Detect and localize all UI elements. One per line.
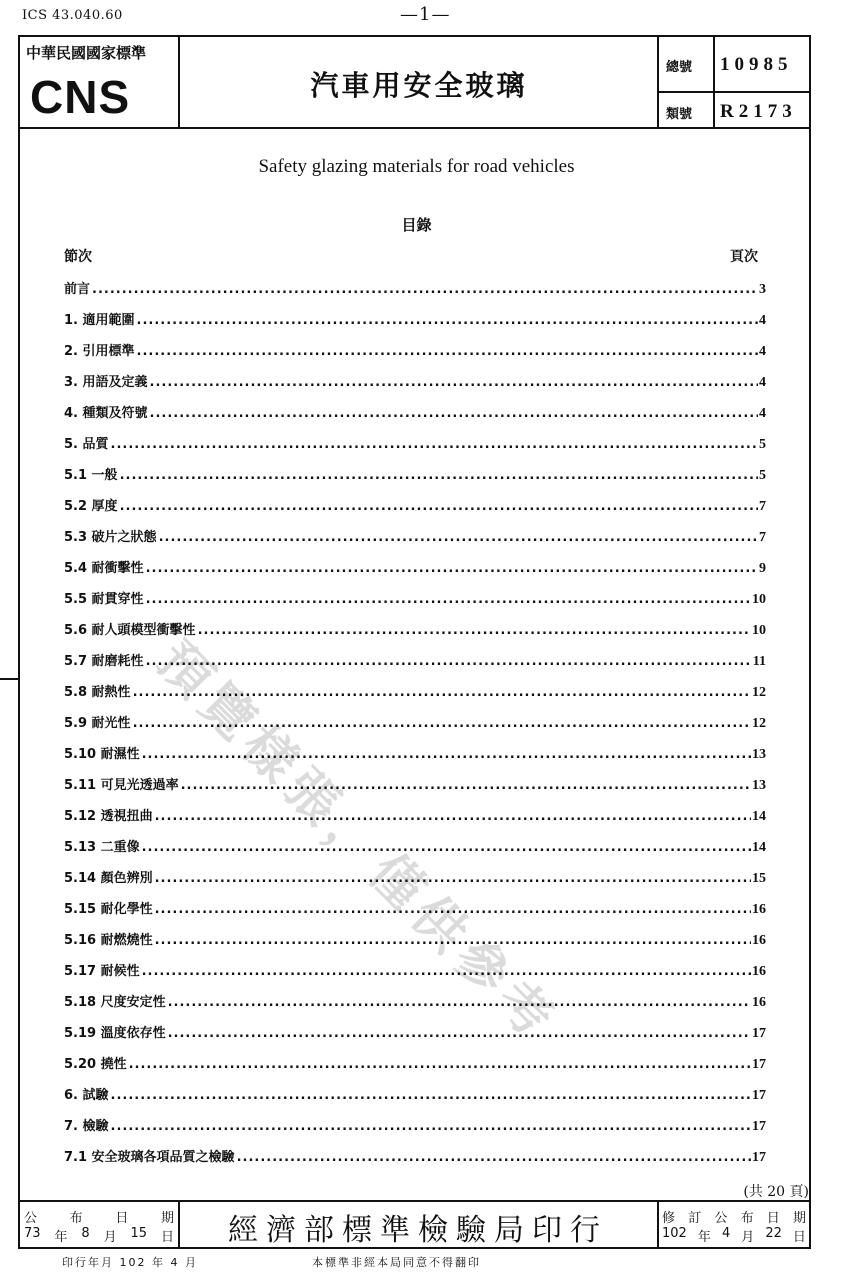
toc-section-header: 節次 (64, 249, 92, 265)
toc-entry-title: 6. 試驗 (64, 1088, 109, 1103)
toc-entry-title: 5. 品質 (64, 437, 109, 452)
toc-leader-dots (137, 313, 758, 328)
toc-entry-title: 5.10 耐濕性 (64, 747, 140, 762)
toc-entry-title: 5.15 耐化學性 (64, 902, 153, 917)
toc-entry-page: 3 (759, 282, 766, 297)
total-pages: (共 20 頁) (743, 1184, 809, 1200)
publish-label-char: 布 (69, 1211, 83, 1226)
toc-entry-page: 5 (759, 468, 766, 483)
toc-entry (64, 495, 766, 526)
revise-date-part: 4 (721, 1226, 731, 1241)
header-divider-mid (657, 91, 811, 93)
toc-entry-page: 17 (752, 1026, 766, 1041)
toc-entry (64, 340, 766, 371)
cns-logo: CNS (30, 71, 131, 123)
toc-leader-dots (237, 1150, 751, 1165)
toc-entry-page: 17 (752, 1057, 766, 1072)
toc-entry (64, 960, 766, 991)
toc-entry-page: 11 (752, 654, 766, 669)
toc-entry (64, 1053, 766, 1084)
toc-leader-dots (92, 282, 758, 297)
toc-entry-title: 2. 引用標準 (64, 344, 135, 359)
national-standard-label: 中華民國國家標準 (26, 44, 147, 62)
class-number-label: 類號 (666, 107, 693, 122)
toc-entry (64, 805, 766, 836)
revise-date-part: 102 (662, 1226, 687, 1241)
toc-entry-page: 10 (752, 623, 766, 638)
publish-date-part: 月 (103, 1230, 117, 1245)
revise-label-char: 公 (714, 1211, 728, 1226)
toc-entry (64, 1022, 766, 1053)
toc-entry-page: 16 (752, 964, 766, 979)
revise-date (662, 1226, 806, 1245)
toc-entry-title: 5.3 破片之狀態 (64, 530, 157, 545)
class-number-value: R2173 (720, 101, 797, 122)
footer-top-line (18, 1200, 811, 1202)
toc-entry-page: 9 (759, 561, 766, 576)
revise-date-label (662, 1207, 806, 1226)
total-number-value: 10985 (720, 54, 793, 75)
margin-tick (0, 678, 18, 680)
toc-entry-page: 7 (759, 530, 766, 545)
toc-heading: 目錄 (401, 216, 432, 234)
toc-entry-title: 3. 用語及定義 (64, 375, 148, 390)
publish-date-label (24, 1207, 174, 1226)
toc-leader-dots (146, 561, 758, 576)
publish-label-char: 公 (24, 1211, 38, 1226)
toc-entry (64, 743, 766, 774)
toc-entry-title: 5.8 耐熱性 (64, 685, 131, 700)
toc-leader-dots (146, 592, 751, 607)
toc-entry-title: 5.20 撓性 (64, 1057, 127, 1072)
toc-entry-page: 4 (759, 406, 766, 421)
toc-entry-page: 13 (752, 778, 766, 793)
toc-entry (64, 464, 766, 495)
toc-entry-title: 5.19 溫度依存性 (64, 1026, 166, 1041)
publish-date-part: 73 (24, 1226, 41, 1241)
toc-entry (64, 774, 766, 805)
toc-leader-dots (155, 809, 751, 824)
toc-leader-dots (120, 468, 758, 483)
toc-leader-dots (129, 1057, 751, 1072)
revise-date-part: 年 (697, 1230, 711, 1245)
toc-entry-title: 5.17 耐候性 (64, 964, 140, 979)
toc-entry-page: 17 (752, 1150, 766, 1165)
publish-label-char: 期 (160, 1211, 174, 1226)
english-title: Safety glazing materials for road vehicles (258, 156, 575, 177)
toc-entry-page: 12 (752, 716, 766, 731)
toc-entry-page: 12 (752, 685, 766, 700)
toc-entry (64, 1115, 766, 1146)
header-divider-label (713, 35, 715, 128)
toc-entry-title: 5.9 耐光性 (64, 716, 131, 731)
page-marker: —1— (400, 4, 451, 25)
table-of-contents (64, 278, 766, 1177)
toc-entry-title: 5.6 耐人頭模型衝擊性 (64, 623, 196, 638)
revise-label-char: 日 (766, 1211, 780, 1226)
toc-entry-page: 10 (752, 592, 766, 607)
toc-leader-dots (111, 1119, 751, 1134)
toc-entry-title: 5.1 一般 (64, 468, 118, 483)
toc-entry (64, 278, 766, 309)
toc-entry-title: 5.16 耐燃燒性 (64, 933, 153, 948)
revise-label-char: 布 (740, 1211, 754, 1226)
toc-leader-dots (159, 530, 758, 545)
print-date: 印行年月 102 年 4 月 (62, 1256, 198, 1269)
toc-entry-page: 4 (759, 344, 766, 359)
toc-entry-title: 5.2 厚度 (64, 499, 118, 514)
header-bottom-line (18, 127, 811, 129)
toc-entry-title: 1. 適用範圍 (64, 313, 135, 328)
toc-entry (64, 619, 766, 650)
toc-leader-dots (120, 499, 758, 514)
toc-leader-dots (150, 375, 758, 390)
revise-date-part: 22 (765, 1226, 782, 1241)
toc-entry-title: 5.14 顏色辨別 (64, 871, 153, 886)
printer-name: 經濟部標準檢驗局印行 (228, 1213, 608, 1248)
toc-leader-dots (111, 437, 758, 452)
toc-entry-page: 7 (759, 499, 766, 514)
toc-leader-dots (168, 995, 751, 1010)
toc-entry-page: 16 (752, 902, 766, 917)
publish-date-part: 日 (160, 1230, 174, 1245)
toc-entry-page: 4 (759, 313, 766, 328)
toc-entry-page: 14 (752, 840, 766, 855)
publish-date-part: 8 (81, 1226, 90, 1241)
toc-entry-title: 4. 種類及符號 (64, 406, 148, 421)
toc-entry (64, 402, 766, 433)
toc-entry-title: 5.11 可見光透過率 (64, 778, 179, 793)
toc-entry-title: 5.18 尺度安定性 (64, 995, 166, 1010)
toc-entry (64, 433, 766, 464)
toc-leader-dots (150, 406, 758, 421)
toc-entry-title: 5.13 二重像 (64, 840, 140, 855)
toc-leader-dots (142, 840, 751, 855)
toc-entry (64, 1146, 766, 1177)
preview-watermark: 預覽樣張，僅供參考 (144, 630, 570, 1055)
publish-label-char: 日 (115, 1211, 129, 1226)
toc-entry-title: 5.12 透視扭曲 (64, 809, 153, 824)
revise-label-char: 期 (792, 1211, 806, 1226)
toc-leader-dots (198, 623, 751, 638)
toc-entry (64, 526, 766, 557)
toc-entry-page: 16 (752, 995, 766, 1010)
total-number-label: 總號 (666, 60, 693, 75)
revise-date-part: 月 (741, 1230, 755, 1245)
revise-label-char: 修 (662, 1211, 676, 1226)
toc-leader-dots (137, 344, 758, 359)
toc-entry-title: 5.7 耐磨耗性 (64, 654, 144, 669)
toc-entry (64, 1084, 766, 1115)
copyright-notice: 本標準非經本局同意不得翻印 (312, 1256, 481, 1269)
toc-entry-title: 7. 檢驗 (64, 1119, 109, 1134)
toc-entry-title: 5.5 耐貫穿性 (64, 592, 144, 607)
toc-entry (64, 557, 766, 588)
toc-leader-dots (168, 1026, 751, 1041)
toc-entry-title: 7.1 安全玻璃各項品質之檢驗 (64, 1150, 235, 1165)
toc-entry-title: 前言 (64, 282, 91, 297)
publish-date (24, 1226, 174, 1245)
revise-date-part: 日 (792, 1230, 806, 1245)
toc-entry-page: 17 (752, 1088, 766, 1103)
ics-code: ICS 43.040.60 (22, 8, 123, 23)
toc-entry-page: 15 (752, 871, 766, 886)
document-title: 汽車用安全玻璃 (310, 69, 528, 102)
toc-entry-page: 4 (759, 375, 766, 390)
toc-entry (64, 309, 766, 340)
revise-label-char: 訂 (688, 1211, 702, 1226)
toc-entry-page: 13 (752, 747, 766, 762)
toc-entry-page: 17 (752, 1119, 766, 1134)
publish-date-part: 年 (54, 1230, 68, 1245)
toc-entry-title: 5.4 耐衝擊性 (64, 561, 144, 576)
toc-entry (64, 712, 766, 743)
toc-entry (64, 588, 766, 619)
toc-page-header: 頁次 (730, 249, 758, 265)
toc-entry (64, 991, 766, 1022)
toc-entry (64, 371, 766, 402)
toc-leader-dots (111, 1088, 751, 1103)
toc-entry-page: 16 (752, 933, 766, 948)
publish-date-part: 15 (130, 1226, 148, 1241)
footer-divider-right (657, 1200, 659, 1248)
toc-entry-page: 14 (752, 809, 766, 824)
toc-entry-page: 5 (759, 437, 766, 452)
